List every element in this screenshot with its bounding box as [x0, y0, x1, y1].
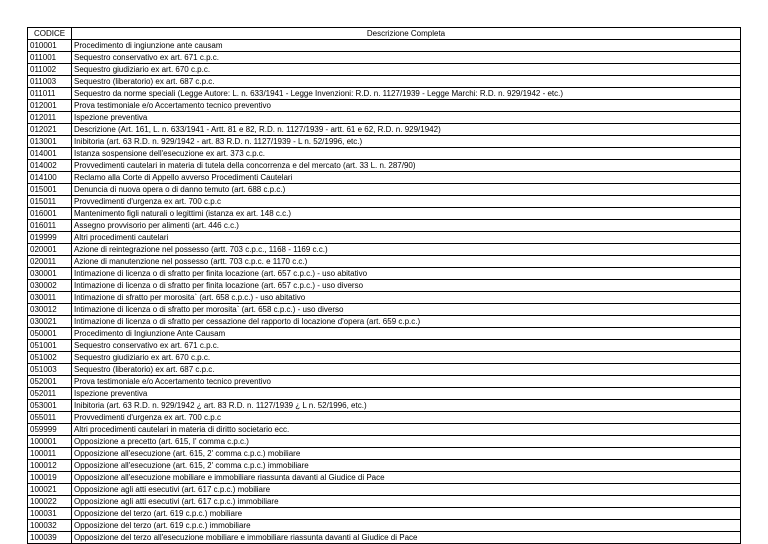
code-cell: 052001: [28, 376, 72, 388]
code-cell: 100032: [28, 520, 72, 532]
table-row: [28, 460, 741, 472]
code-cell: 011003: [28, 76, 72, 88]
table-row: [28, 112, 741, 124]
code-cell: 053001: [28, 400, 72, 412]
description-cell: Assegno provvisorio per alimenti (art. 446 c.c.): [72, 220, 741, 232]
code-cell: 030002: [28, 280, 72, 292]
description-cell: Opposizione all'esecuzione mobiliare e immobiliare riassunta davanti al Giudice di Pace: [72, 472, 741, 484]
table-row: [28, 88, 741, 100]
code-cell: 030011: [28, 292, 72, 304]
table-row: [28, 172, 741, 184]
description-cell: Provvedimenti d'urgenza ex art. 700 c.p.c: [72, 196, 741, 208]
description-cell: Intimazione di licenza o di sfratto per finita locazione (art. 657 c.p.c.) - uso diverso: [72, 280, 741, 292]
description-cell: Inibitoria (art. 63 R.D. n. 929/1942 - art. 83 R.D. n. 1127/1939 - L n. 52/1996, etc.): [72, 136, 741, 148]
table-row: [28, 400, 741, 412]
code-cell: 030001: [28, 268, 72, 280]
table-row: [28, 40, 741, 52]
codes-table: [27, 27, 741, 544]
code-cell: 050001: [28, 328, 72, 340]
code-cell: 020001: [28, 244, 72, 256]
description-cell: Opposizione all'esecuzione (art. 615, 2' comma c.p.c.) immobiliare: [72, 460, 741, 472]
table-row: [28, 520, 741, 532]
description-cell: Inibitoria (art. 63 R.D. n. 929/1942 ¿ art. 83 R.D. n. 1127/1939 ¿ L n. 52/1996, etc.): [72, 400, 741, 412]
description-cell: Descrizione (Art. 161, L. n. 633/1941 - Artt. 81 e 82, R.D. n. 1127/1939 - artt. 61 e 62, R.D. n. 929/1942): [72, 124, 741, 136]
table-row: [28, 496, 741, 508]
description-cell: Prova testimoniale e/o Accertamento tecnico preventivo: [72, 376, 741, 388]
table-row: [28, 268, 741, 280]
table-row: [28, 388, 741, 400]
code-cell: 100022: [28, 496, 72, 508]
description-cell: Altri procedimenti cautelari in materia di diritto societario ecc.: [72, 424, 741, 436]
code-cell: 014001: [28, 148, 72, 160]
code-cell: 011002: [28, 64, 72, 76]
code-cell: 051002: [28, 352, 72, 364]
description-cell: Procedimento di Ingiunzione Ante Causam: [72, 328, 741, 340]
table-row: [28, 100, 741, 112]
description-cell: Opposizione all'esecuzione (art. 615, 2' comma c.p.c.) mobiliare: [72, 448, 741, 460]
table-row: [28, 220, 741, 232]
header-description: Descrizione Completa: [72, 28, 741, 40]
code-cell: 012021: [28, 124, 72, 136]
description-cell: Reclamo alla Corte di Appello avverso Procedimenti Cautelari: [72, 172, 741, 184]
code-cell: 030012: [28, 304, 72, 316]
description-cell: Provvedimenti d'urgenza ex art. 700 c.p.c: [72, 412, 741, 424]
code-cell: 016011: [28, 220, 72, 232]
code-cell: 015011: [28, 196, 72, 208]
description-cell: Sequestro giudiziario ex art. 670 c.p.c.: [72, 352, 741, 364]
description-cell: Provvedimenti cautelari in materia di tutela della concorrenza e del mercato (art. 33 L. n. 287/90): [72, 160, 741, 172]
description-cell: Prova testimoniale e/o Accertamento tecnico preventivo: [72, 100, 741, 112]
table-row: [28, 304, 741, 316]
table-row: [28, 340, 741, 352]
table-row: [28, 232, 741, 244]
code-cell: 012001: [28, 100, 72, 112]
description-cell: Opposizione del terzo (art. 619 c.p.c.) immobiliare: [72, 520, 741, 532]
table-row: [28, 64, 741, 76]
table-row: [28, 316, 741, 328]
code-cell: 100039: [28, 532, 72, 544]
description-cell: Azione di manutenzione nel possesso (artt. 703 c.p.c. e 1170 c.c.): [72, 256, 741, 268]
code-cell: 100012: [28, 460, 72, 472]
description-cell: Istanza sospensione dell'esecuzione ex art. 373 c.p.c.: [72, 148, 741, 160]
description-cell: Opposizione a precetto (art. 615, I' comma c.p.c.): [72, 436, 741, 448]
table-row: [28, 484, 741, 496]
header-row: [28, 28, 741, 40]
table-row: [28, 280, 741, 292]
code-cell: 055011: [28, 412, 72, 424]
code-cell: 016001: [28, 208, 72, 220]
table-row: [28, 208, 741, 220]
description-cell: Mantenimento figli naturali o legittimi (istanza ex art. 148 c.c.): [72, 208, 741, 220]
code-cell: 100001: [28, 436, 72, 448]
table-row: [28, 292, 741, 304]
description-cell: Intimazione di licenza o di sfratto per cessazione del rapporto di locazione d'opera (art. 659 c.p.c.): [72, 316, 741, 328]
description-cell: Sequestro conservativo ex art. 671 c.p.c.: [72, 52, 741, 64]
table-row: [28, 472, 741, 484]
description-cell: Ispezione preventiva: [72, 112, 741, 124]
description-cell: Sequestro (liberatorio) ex art. 687 c.p.c.: [72, 76, 741, 88]
description-cell: Sequestro da norme speciali (Legge Autore: L. n. 633/1941 - Legge Invenzioni: R.D. n. 1127/1939 - Legge Marchi: R.D. n. 929/1942 - etc.): [72, 88, 741, 100]
table-row: [28, 184, 741, 196]
description-cell: Intimazione di licenza o di sfratto per finita locazione (art. 657 c.p.c.) - uso abitativo: [72, 268, 741, 280]
table-row: [28, 508, 741, 520]
description-cell: Intimazione di licenza o di sfratto per morosita` (art. 658 c.p.c.) - uso diverso: [72, 304, 741, 316]
code-cell: 100019: [28, 472, 72, 484]
table-row: [28, 244, 741, 256]
table-row: [28, 148, 741, 160]
code-cell: 100011: [28, 448, 72, 460]
code-cell: 014002: [28, 160, 72, 172]
table-row: [28, 376, 741, 388]
description-cell: Altri procedimenti cautelari: [72, 232, 741, 244]
header-code: CODICE: [28, 28, 72, 40]
description-cell: Azione di reintegrazione nel possesso (artt. 703 c.p.c., 1168 - 1169 c.c.): [72, 244, 741, 256]
description-cell: Sequestro giudiziario ex art. 670 c.p.c.: [72, 64, 741, 76]
table-row: [28, 328, 741, 340]
table-row: [28, 364, 741, 376]
code-cell: 051003: [28, 364, 72, 376]
description-cell: Opposizione del terzo (art. 619 c.p.c.) mobiliare: [72, 508, 741, 520]
code-cell: 020011: [28, 256, 72, 268]
table-row: [28, 136, 741, 148]
code-cell: 015001: [28, 184, 72, 196]
code-cell: 051001: [28, 340, 72, 352]
code-cell: 052011: [28, 388, 72, 400]
table-body: [28, 40, 741, 544]
description-cell: Sequestro conservativo ex art. 671 c.p.c.: [72, 340, 741, 352]
code-cell: 010001: [28, 40, 72, 52]
table-row: [28, 76, 741, 88]
description-cell: Opposizione agli atti esecutivi (art. 617 c.p.c.) immobiliare: [72, 496, 741, 508]
description-cell: Procedimento di ingiunzione ante causam: [72, 40, 741, 52]
description-cell: Opposizione del terzo all'esecuzione mobiliare e immobiliare riassunta davanti al Giudice di Pace: [72, 532, 741, 544]
code-cell: 011011: [28, 88, 72, 100]
table-row: [28, 256, 741, 268]
code-cell: 013001: [28, 136, 72, 148]
description-cell: Opposizione agli atti esecutivi (art. 617 c.p.c.) mobiliare: [72, 484, 741, 496]
table-row: [28, 532, 741, 544]
table-row: [28, 352, 741, 364]
code-cell: 012011: [28, 112, 72, 124]
code-cell: 019999: [28, 232, 72, 244]
code-cell: 059999: [28, 424, 72, 436]
table-row: [28, 436, 741, 448]
table-row: [28, 448, 741, 460]
description-cell: Sequestro (liberatorio) ex art. 687 c.p.c.: [72, 364, 741, 376]
code-cell: 100031: [28, 508, 72, 520]
table-row: [28, 412, 741, 424]
code-cell: 100021: [28, 484, 72, 496]
code-cell: 011001: [28, 52, 72, 64]
description-cell: Ispezione preventiva: [72, 388, 741, 400]
table-row: [28, 124, 741, 136]
table-row: [28, 424, 741, 436]
table-row: [28, 52, 741, 64]
description-cell: Denuncia di nuova opera o di danno temuto (art. 688 c.p.c.): [72, 184, 741, 196]
code-cell: 030021: [28, 316, 72, 328]
description-cell: Intimazione di sfratto per morosita` (art. 658 c.p.c.) - uso abitativo: [72, 292, 741, 304]
table-row: [28, 196, 741, 208]
code-cell: 014100: [28, 172, 72, 184]
table-row: [28, 160, 741, 172]
